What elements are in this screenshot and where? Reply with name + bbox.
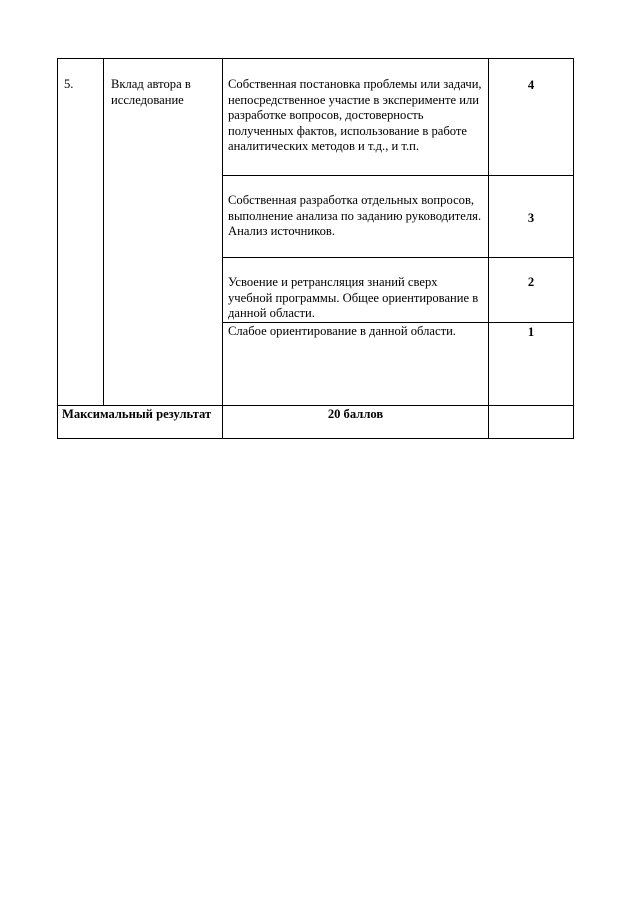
level-description: Собственная постановка проблемы или задачи, непосредственное участие в эксперименте или разработке вопросов, достоверность полученных фактов, использование в работе аналитических методов и т.д., и т.п. (228, 77, 482, 154)
level-description: Усвоение и ретрансляция знаний сверх учебной программы. Общее ориентирование в данной области. (228, 275, 479, 321)
level-description-cell (223, 176, 489, 258)
row-number-cell (58, 59, 104, 406)
total-row (58, 406, 574, 439)
criterion-cell (104, 59, 223, 406)
table-row (58, 59, 574, 176)
level-description-cell (223, 323, 489, 406)
total-label: Максимальный результат (62, 407, 212, 421)
level-description: Слабое ориентирование в данной области. (228, 324, 456, 338)
criterion-name: Вклад автора в исследование (111, 77, 191, 107)
total-label-cell (58, 406, 223, 439)
level-description-cell (223, 258, 489, 323)
level-score: 4 (527, 78, 535, 92)
level-score: 3 (527, 211, 535, 225)
total-extra-cell (489, 406, 574, 439)
total-value-cell (223, 406, 489, 439)
criteria-table (57, 58, 574, 439)
level-description-cell (223, 59, 489, 176)
level-description: Собственная разработка отдельных вопросов, выполнение анализа по заданию руководителя. Анализ источников. (228, 193, 482, 239)
level-score-cell (489, 323, 574, 406)
level-score-cell (489, 258, 574, 323)
level-score-cell (489, 176, 574, 258)
total-value: 20 баллов (327, 407, 384, 421)
row-number: 5. (64, 77, 74, 91)
level-score: 1 (527, 325, 535, 339)
level-score-cell (489, 59, 574, 176)
level-score: 2 (527, 275, 535, 289)
